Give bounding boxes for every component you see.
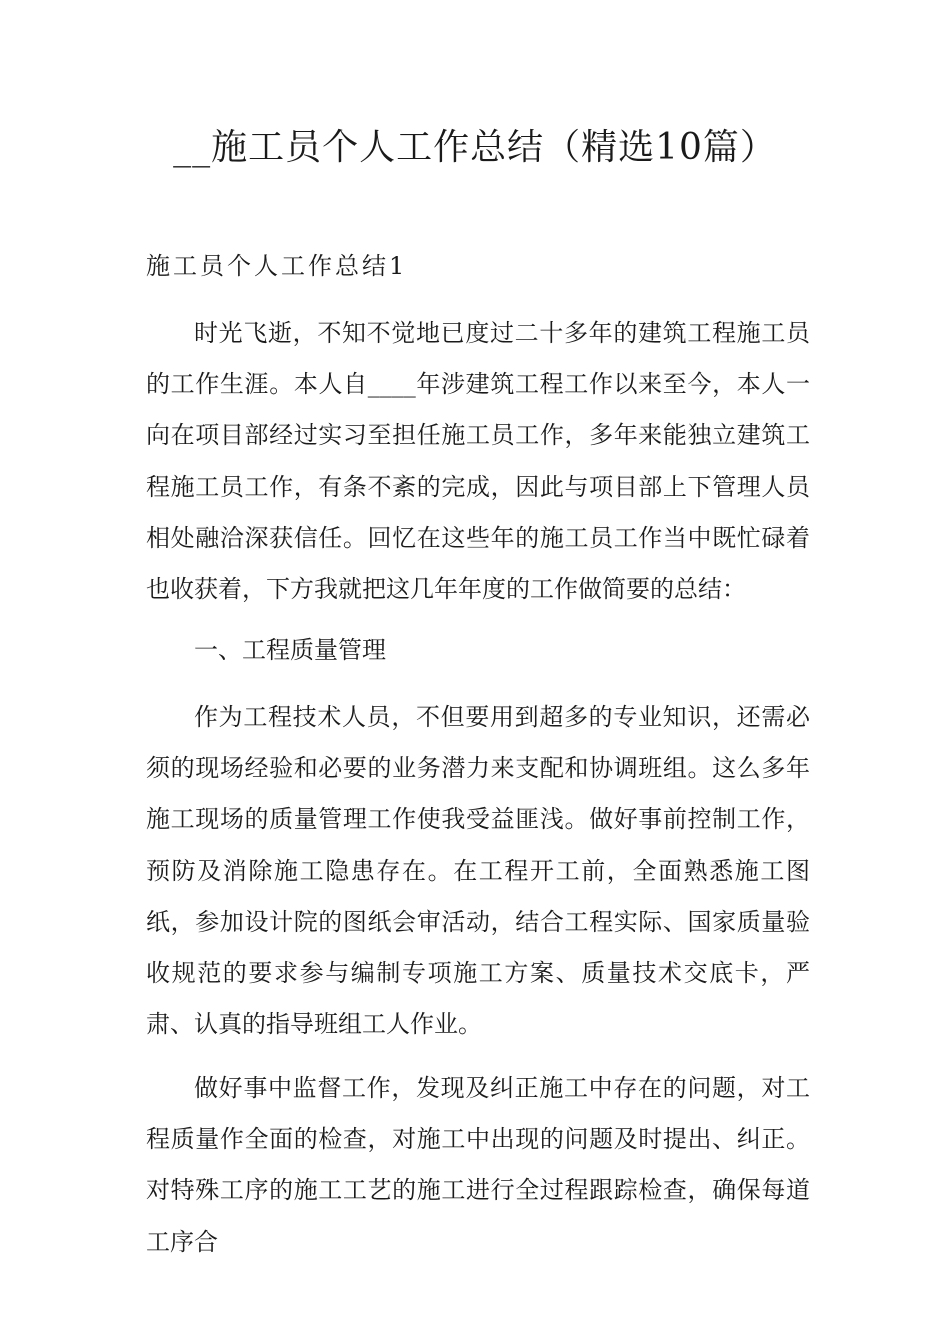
section-heading: 施工员个人工作总结1 [146, 252, 408, 280]
paragraph-supervision: 做好事中监督工作，发现及纠正施工中存在的问题，对工程质量作全面的检查，对施工中出现的问题及时提出、纠正。对特殊工序的施工工艺的施工进行全过程跟踪检查，确保每道工序合 [146, 1074, 810, 1256]
sub-heading-quality-management: 一、工程质量管理 [194, 636, 386, 664]
paragraph-quality-control: 作为工程技术人员，不但要用到超多的专业知识，还需必须的现场经验和必要的业务潜力来支配和协调班组。这么多年施工现场的质量管理工作使我受益匪浅。做好事前控制工作，预防及消除施工隐患存在。在工程开工前，全面熟悉施工图纸，参加设计院的图纸会审活动，结合工程实际、国家质量验收规范的要求参与编制专项施工方案、质量技术交底卡，严肃、认真的指导班组工人作业。 [146, 703, 810, 1039]
paragraph-intro: 时光飞逝，不知不觉地已度过二十多年的建筑工程施工员的工作生涯。本人自____年涉建筑工程工作以来至今，本人一向在项目部经过实习至担任施工员工作，多年来能独立建筑工程施工员工作，有条不紊的完成，因此与项目部上下管理人员相处融洽深获信任。回忆在这些年的施工员工作当中既忙碌着也收获着，下方我就把这几年年度的工作做简要的总结： [146, 319, 810, 604]
document-title: __施工员个人工作总结（精选10篇） [173, 127, 777, 168]
